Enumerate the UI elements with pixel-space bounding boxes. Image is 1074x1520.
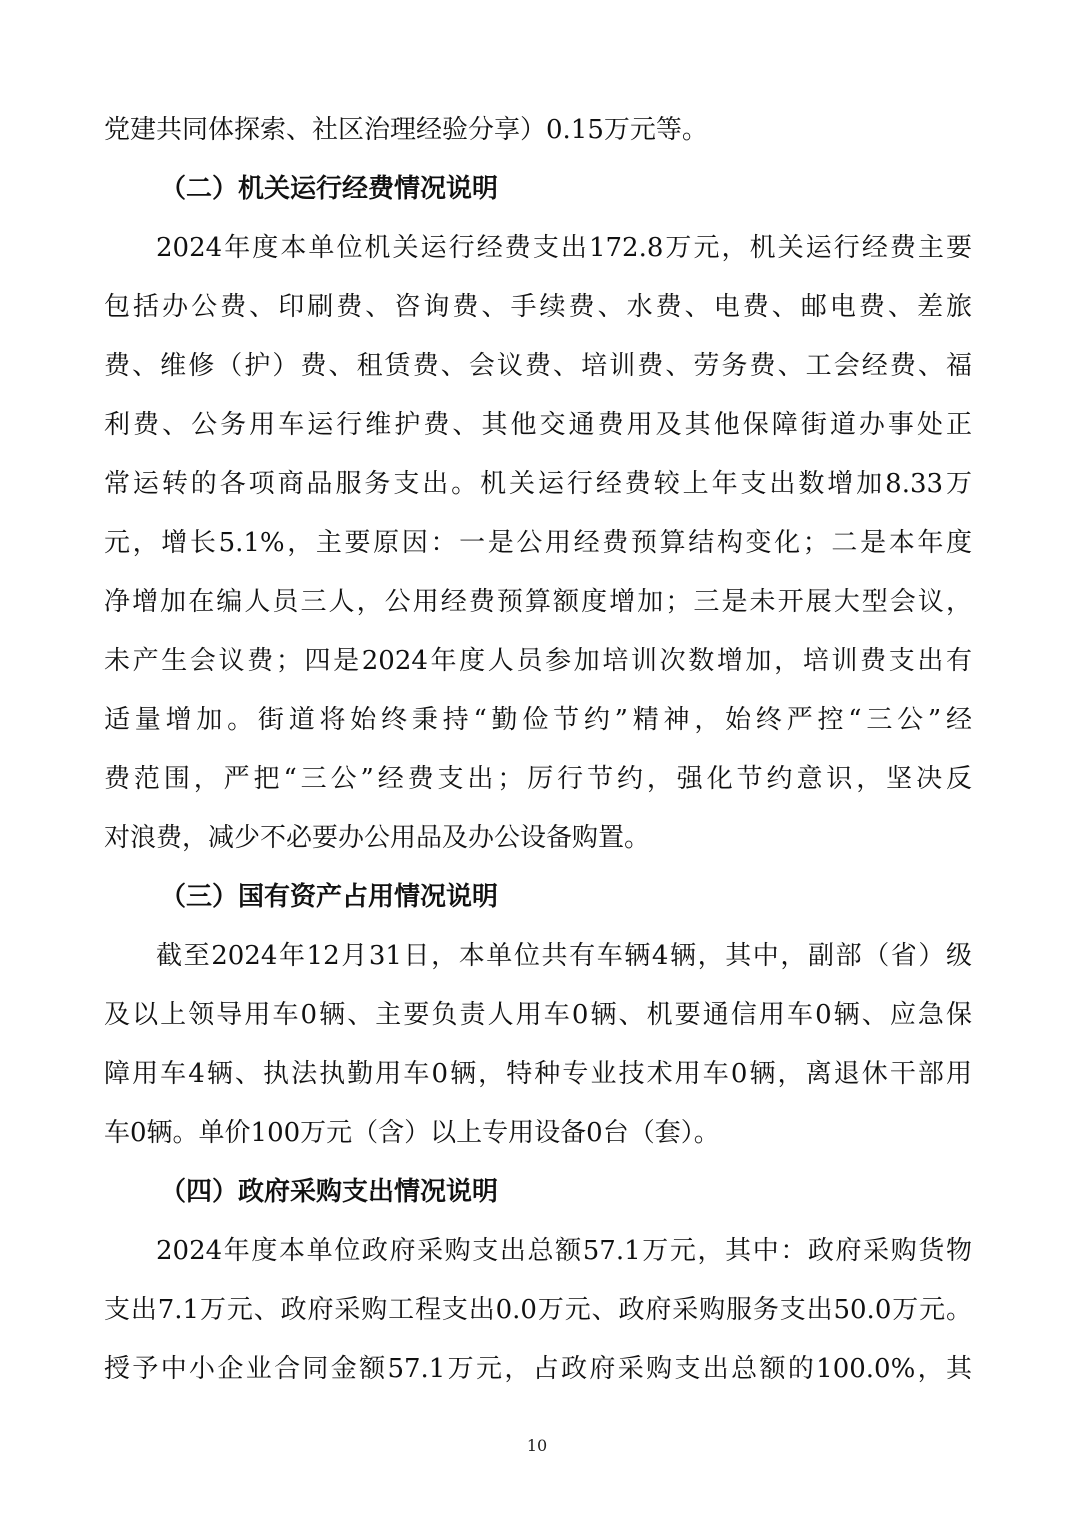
paragraph-line: 授予中小企业合同金额57.1万元，占政府采购支出总额的100.0%，其 bbox=[104, 1354, 972, 1384]
paragraph-line: 包括办公费、印刷费、咨询费、手续费、水费、电费、邮电费、差旅 bbox=[104, 292, 972, 322]
section-heading-4: （四）政府采购支出情况说明 bbox=[160, 1177, 499, 1207]
paragraph-line: 元，增长5.1%，主要原因：一是公用经费预算结构变化；二是本年度 bbox=[104, 528, 972, 558]
paragraph-line: 净增加在编人员三人，公用经费预算额度增加；三是未开展大型会议， bbox=[104, 587, 972, 617]
paragraph-line: 2024年度本单位机关运行经费支出172.8万元，机关运行经费主要 bbox=[156, 233, 972, 263]
paragraph-line: 截至2024年12月31日，本单位共有车辆4辆，其中，副部（省）级 bbox=[156, 941, 972, 971]
paragraph-line: 常运转的各项商品服务支出。机关运行经费较上年支出数增加8.33万 bbox=[104, 469, 972, 499]
paragraph-line: 党建共同体探索、社区治理经验分享）0.15万元等。 bbox=[104, 115, 708, 145]
paragraph-line: 适量增加。街道将始终秉持“勤俭节约”精神，始终严控“三公”经 bbox=[104, 705, 972, 735]
body-text bbox=[104, 101, 972, 1399]
section-heading-3: （三）国有资产占用情况说明 bbox=[160, 882, 499, 912]
paragraph-line: 障用车4辆、执法执勤用车0辆，特种专业技术用车0辆，离退休干部用 bbox=[104, 1059, 972, 1089]
paragraph-line: 利费、公务用车运行维护费、其他交通费用及其他保障街道办事处正 bbox=[104, 410, 972, 440]
paragraph-line: 未产生会议费；四是2024年度人员参加培训次数增加，培训费支出有 bbox=[104, 646, 972, 676]
paragraph-line: 2024年度本单位政府采购支出总额57.1万元，其中：政府采购货物 bbox=[156, 1236, 972, 1266]
page-number: 10 bbox=[526, 1436, 548, 1455]
paragraph-line: 及以上领导用车0辆、主要负责人用车0辆、机要通信用车0辆、应急保 bbox=[104, 1000, 972, 1030]
paragraph-line: 对浪费，减少不必要办公用品及办公设备购置。 bbox=[104, 823, 651, 853]
paragraph-line: 费范围，严把“三公”经费支出；厉行节约，强化节约意识，坚决反 bbox=[104, 764, 972, 794]
paragraph-line: 费、维修（护）费、租赁费、会议费、培训费、劳务费、工会经费、福 bbox=[104, 351, 972, 381]
paragraph-line: 支出7.1万元、政府采购工程支出0.0万元、政府采购服务支出50.0万元。 bbox=[104, 1295, 972, 1325]
section-heading-2: （二）机关运行经费情况说明 bbox=[160, 174, 499, 204]
paragraph-line: 车0辆。单价100万元（含）以上专用设备0台（套）。 bbox=[104, 1118, 720, 1148]
